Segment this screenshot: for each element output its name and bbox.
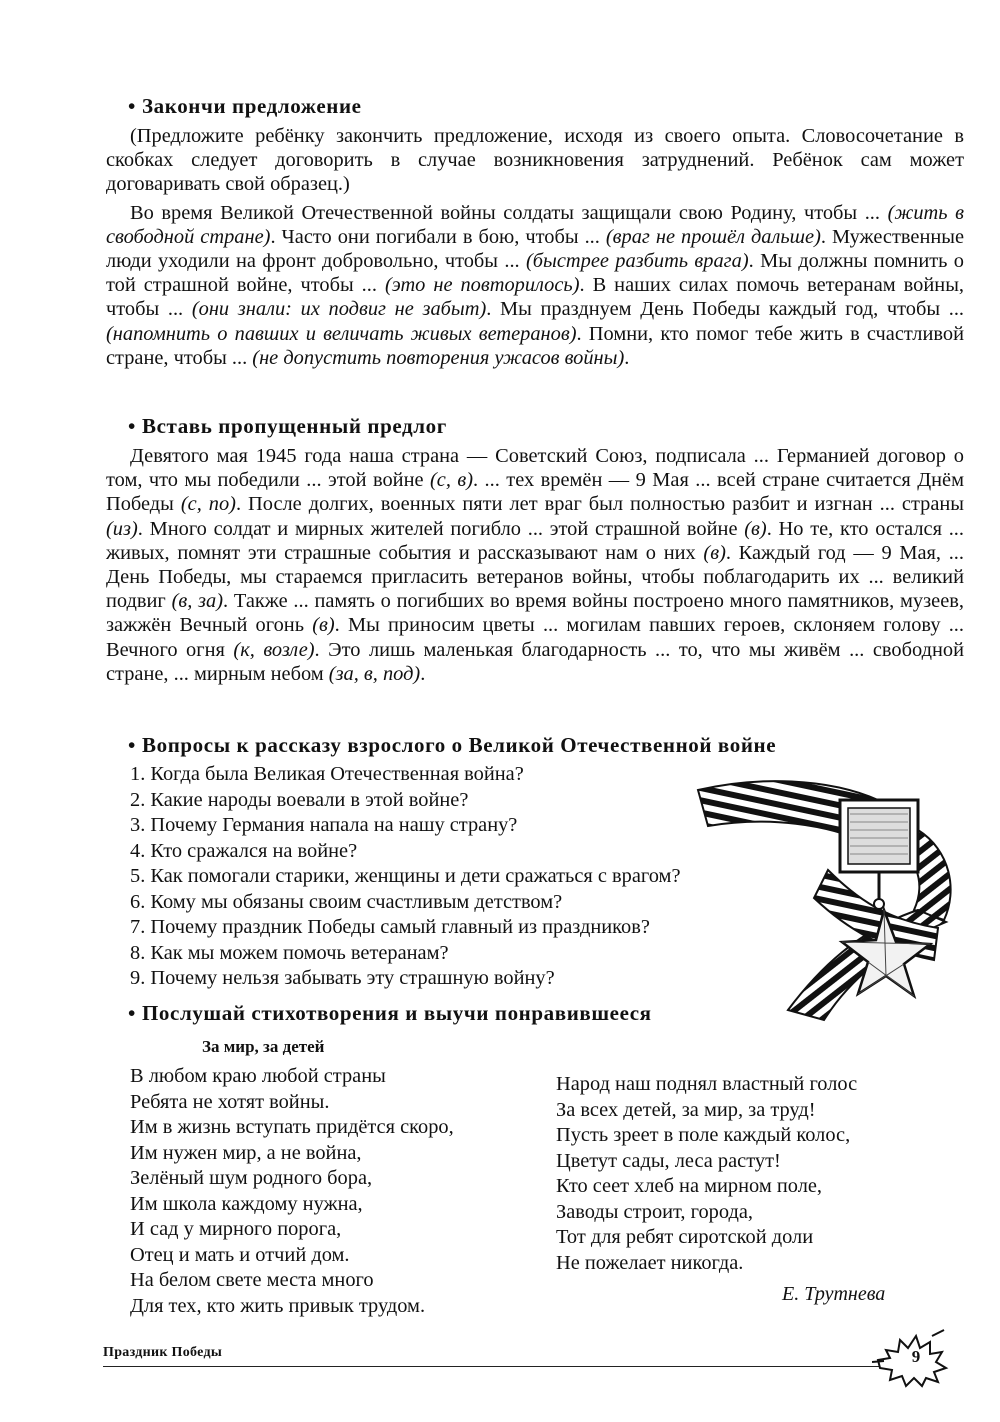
answer-hint: (напомнить о павших и величать живых ветеранов) [106,322,577,345]
question-item: 4. Кто сражался на войне? [130,839,358,862]
question-item: 3. Почему Германия напала на нашу страну? [130,814,518,836]
answer-hint: (в) [744,517,767,540]
footer-divider [103,1366,883,1367]
poem-line: Кто сеет хлеб на мирном поле, [556,1175,823,1197]
question-item: 8. Как мы можем помочь ветеранам? [130,941,449,964]
poem-line: Для тех, кто жить привык трудом. [130,1294,426,1317]
answer-hint: (с, в) [429,469,474,492]
section-questions [106,732,964,758]
answer-hint: (это не повторилось) [384,274,580,297]
answer-hint: (к, возле) [233,638,315,661]
medal-ribbon-illustration [688,770,968,1030]
answer-hint: (с, по) [180,493,236,516]
poem-right-column [556,1072,857,1276]
answer-hint: (жить в свободной стране) [106,201,964,248]
answer-hint: (в) [703,541,726,564]
instruction-note: (Предложите ребёнку закончить предложение, исходя из своего опыта. Словосочетание в скобках следует договорить в случае возникновения затруднений. Ребёнок сам может договаривать свой образец.) [106,125,964,196]
answer-hint: (не допустить повторения ужасов войны) [252,346,625,369]
poem-line: Им школа каждому нужна, [130,1192,363,1215]
poem-line: Пусть зреет в поле каждый колос, [556,1124,851,1146]
poem-line: Отец и мать и отчий дом. [130,1243,350,1266]
poem-left-column [130,1064,454,1319]
heading-text: Вопросы к рассказу взрослого о Великой Отечественной войне [142,733,777,757]
question-item: 7. Почему праздник Победы самый главный из праздников? [130,916,650,938]
heading-text: Послушай стихотворения и выучи понравившееся [142,1001,652,1025]
bullet-icon: • [128,94,136,118]
poem-line: За всех детей, за мир, за труд! [556,1098,816,1121]
section-heading [128,93,964,119]
heading-text: Вставь пропущенный предлог [142,414,447,438]
poem-line: Им нужен мир, а не война, [130,1141,362,1164]
poem-line: Зелёный шум родного бора, [130,1167,373,1189]
poem-line: Народ наш поднял властный голос [556,1073,858,1095]
question-item: 2. Какие народы воевали в этой войне? [130,788,469,811]
section-heading [128,1000,964,1026]
answer-hint: (в, за) [171,590,224,613]
poem-title: За мир, за детей [202,1037,325,1056]
section-prepositions [106,413,964,686]
footer-title: Праздник Победы [103,1345,223,1360]
poem-line: Тот для ребят сиротской доли [556,1226,814,1248]
answer-hint: (быстрее разбить врага) [526,250,749,273]
section-finish-sentence [106,93,964,370]
page-number: 9 [911,1347,921,1366]
exercise-paragraph: Девятого мая 1945 года наша страна — Советский Союз, подписала ... Германией договор о том, что мы победили ... этой войне (с, в). ... тех времён — 9 Мая ... всей стране считается Днём Победы (с, по). После долгих, военных пяти лет враг был полностью разбит и изгнан ... страны (из). Много солдат и мирных жителей погибло ... этой страшной войне (в). Но те, кто остался ... живых, помнят эти страшные события и рассказывают нам о них (в). Каждый год — 9 Мая, ... День Победы, мы стараемся пригласить ветеранов войны, чтобы поблагодарить их ... великий подвиг (в, за). Также ... память о погибших во время войны построено много памятников, музеев, зажжён Вечный огонь (в). Мы приносим цветы ... могилам павших героев, склоняем голову ... Вечного огня (к, возле). Это лишь маленькая благодарность ... то, что мы живём ... свободной стране, ... мирным небом (за, в, под). [106,445,965,685]
question-item: 5. Как помогали старики, женщины и дети сражаться с врагом? [130,865,681,887]
heading-text: Закончи предложение [142,94,362,118]
section-heading [128,732,964,758]
answer-hint: (враг не прошёл дальше) [605,225,821,248]
bullet-icon: • [128,414,136,438]
exercise-paragraph: Во время Великой Отечественной войны солдаты защищали свою Родину, чтобы ... (жить в свободной стране). Часто они погибали в бою, чтобы ... (враг не прошёл дальше). Мужественные люди уходили на фронт добровольно, чтобы ... (быстрее разбить врага). Мы должны помнить о той страшной войне, чтобы ... (это не повторилось). В наших силах помочь ветеранам войны, чтобы ... (они знали: их подвиг не забыт). Мы празднуем День Победы каждый год, чтобы ... (напомнить о павших и величать живых ветеранов). Помни, кто помог тебе жить в счастливой стране, чтобы ... (не допустить повторения ужасов войны). [106,201,965,369]
question-item: 1. Когда была Великая Отечественная война? [130,763,524,785]
poem-line: Ребята не хотят войны. [130,1090,330,1113]
poem-line: Не пожелает никогда. [556,1251,744,1274]
section-heading [128,413,964,439]
poem-line: В любом краю любой страны [130,1065,386,1087]
question-item: 6. Кому мы обязаны своим счастливым детством? [130,890,563,913]
answer-hint: (они знали: их подвиг не забыт) [191,298,487,321]
answer-hint: (в) [312,614,335,637]
poem-line: На белом свете места много [130,1269,374,1291]
question-item: 9. Почему нельзя забывать эту страшную войну? [130,967,555,989]
poem-line: Цветут сады, леса растут! [556,1149,781,1172]
answer-hint: (за, в, под) [328,662,421,685]
bullet-icon: • [128,733,136,757]
poem-line: Заводы строит, города, [556,1200,753,1223]
poem-line: И сад у мирного порога, [130,1218,342,1240]
poem-author: Е. Трутнева [782,1283,886,1305]
answer-hint: (из) [106,517,138,540]
section-poems [106,1000,964,1026]
bullet-icon: • [128,1001,136,1025]
poem-line: Им в жизнь вступать придётся скоро, [130,1116,454,1138]
